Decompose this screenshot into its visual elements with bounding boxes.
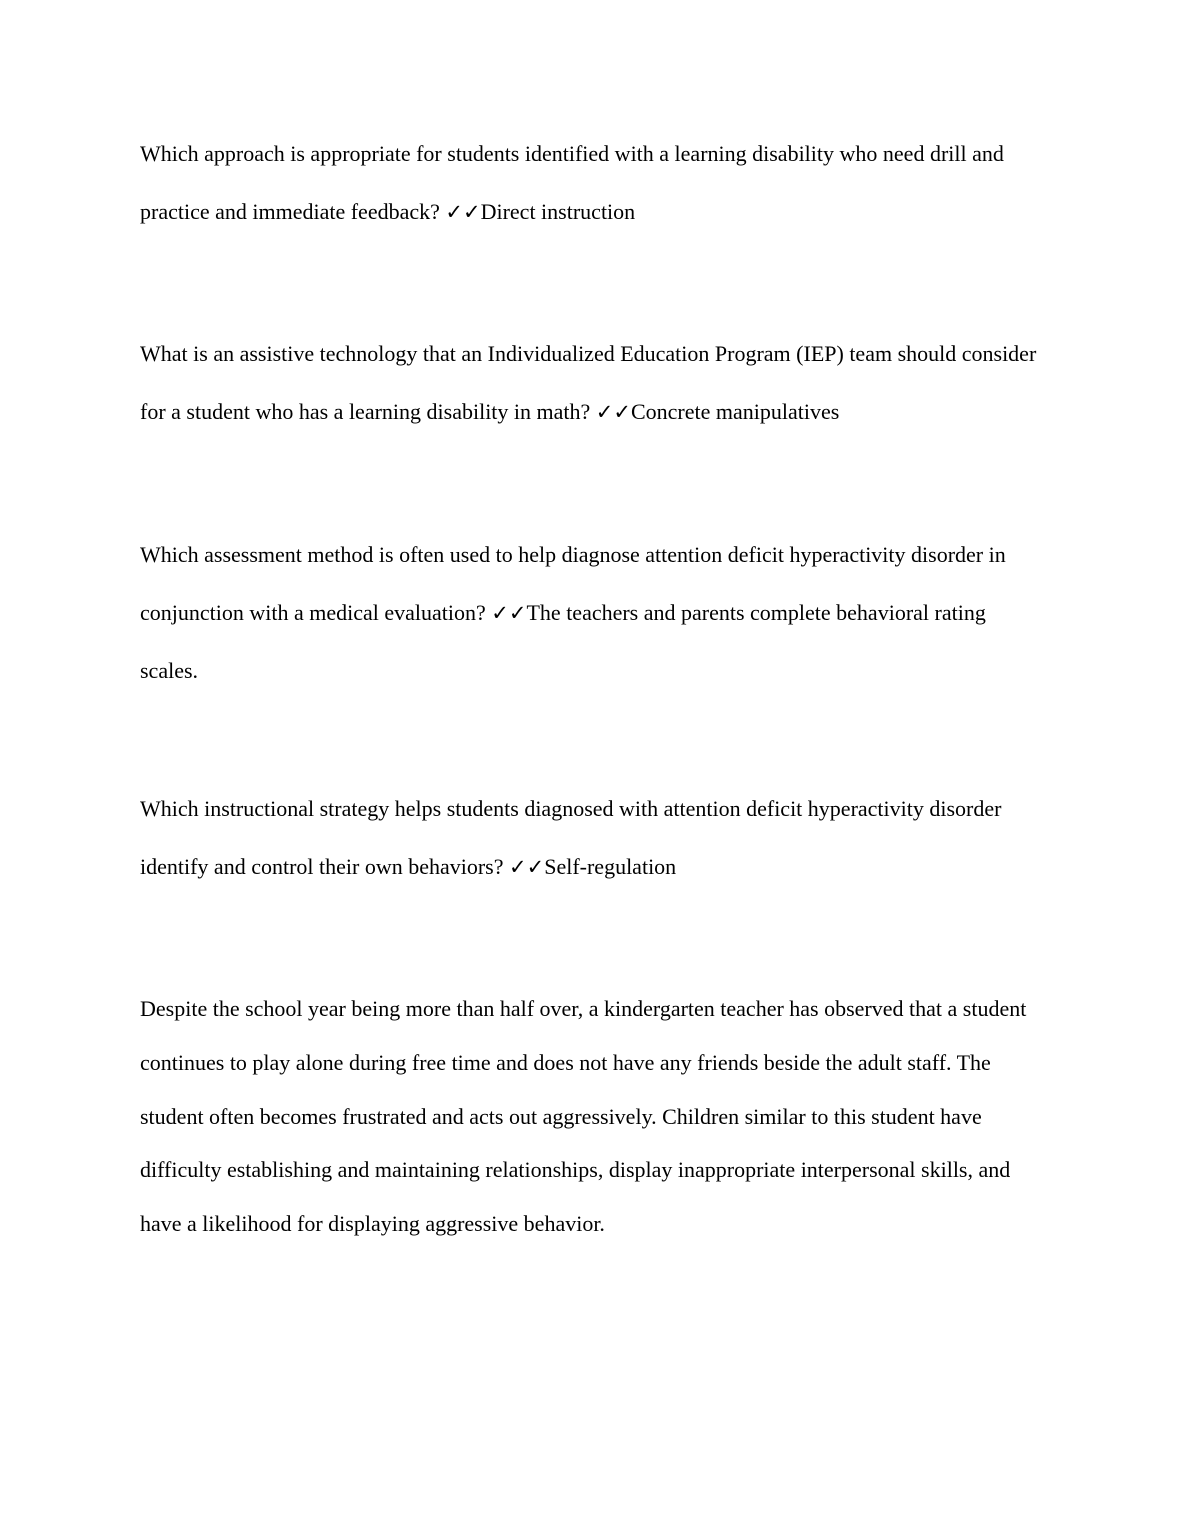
answer-text: Concrete manipulatives: [630, 398, 840, 424]
question-text: What is an assistive technology that an Individualized Education Program (IEP) team should consider for a student who has a learning disability in math?: [140, 341, 1037, 424]
answer-text: The teachers and parents complete behavioral rating scales.: [140, 599, 986, 683]
double-check-icon: ✓✓: [509, 854, 545, 879]
answer-text: Direct instruction: [480, 198, 636, 224]
qa-item: [140, 125, 1045, 241]
scenario-text: Despite the school year being more than half over, a kindergarten teacher has observed that a student continues to play alone during free time and does not have any friends beside the adult staff. The student often becomes frustrated and acts out aggressively. Children similar to this student have difficulty establishing and maintaining relationships, display inappropriate interpersonal skills, and have a likelihood for displaying aggressive behavior.: [140, 996, 1027, 1237]
qa-item: [140, 526, 1045, 700]
question-text: Which assessment method is often used to help diagnose attention deficit hyperactivity disorder in conjunction with a medical evaluation?: [140, 542, 1006, 625]
question-text: Which approach is appropriate for students identified with a learning disability who need drill and practice and immediate feedback?: [140, 141, 1004, 224]
double-check-icon: ✓✓: [445, 199, 481, 224]
answer-text: Self-regulation: [544, 853, 677, 879]
question-text: Which instructional strategy helps students diagnosed with attention deficit hyperactivity disorder identify and control their own behaviors?: [140, 796, 1002, 879]
double-check-icon: ✓✓: [491, 600, 527, 625]
scenario-paragraph: [140, 982, 1045, 1251]
qa-item: [140, 780, 1045, 896]
qa-item: [140, 325, 1045, 441]
double-check-icon: ✓✓: [595, 399, 631, 424]
